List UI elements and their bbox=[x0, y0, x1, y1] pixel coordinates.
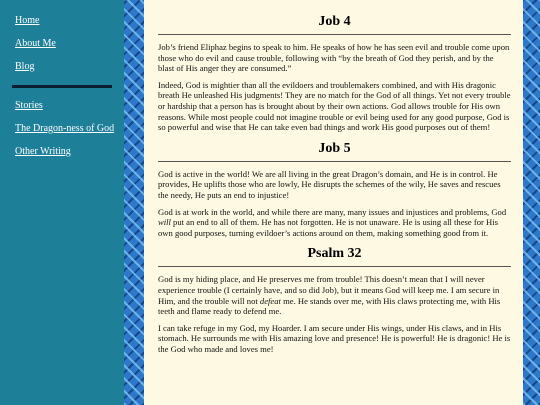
main-content bbox=[144, 0, 523, 405]
nav-divider bbox=[12, 85, 112, 88]
nav-link-about[interactable]: About Me bbox=[15, 38, 56, 49]
nav-link-stories[interactable]: Stories bbox=[15, 100, 43, 111]
section-divider bbox=[158, 266, 511, 267]
paragraph: Indeed, God is mightier than all the evildoers and troublemakers combined, and with His dragonic breath He unleashed His judgments! They are no match for the God of all things. Yet not every trouble or hardship that a person has is brought about by their own actions. God allows trouble for His own reasons. While most people could not imagine trouble or evil being used for any good purpose, God is so powerful and wise that He can take even bad things and work His good purposes out of them! bbox=[158, 79, 511, 133]
paragraph: God is at work in the world, and while there are many, many issues and injustices and problems, God will put an end to all of them. He has not forgotten. He is not unaware. He is using all these for His own good purposes, turning evildoer’s actions around on them, making something good from it. bbox=[158, 206, 507, 238]
section-title-psalm-32: Psalm 32 bbox=[307, 246, 362, 262]
paragraph: God is active in the world! We are all living in the great Dragon’s domain, and He is in control. He provides, He uplifts those who are lowly, He disrupts the schemes of the wily, He saves and rescues the needy, He puts an end to injustice! bbox=[158, 168, 501, 200]
section-divider bbox=[158, 34, 511, 35]
paragraph: God is my hiding place, and He preserves me from trouble! This doesn’t mean that I will never experience trouble (I certainly have, and so did Job), but it means God will keep me. I am secure in Him, and the trouble will not defeat me. He stands over me, with His claws protecting me, with His teeth and flame ready to defend me. bbox=[158, 274, 501, 317]
sidebar-nav bbox=[0, 0, 124, 405]
emphasis: defeat bbox=[259, 295, 281, 306]
section-title-job-4: Job 4 bbox=[318, 14, 351, 29]
nav-link-blog[interactable]: Blog bbox=[15, 61, 35, 72]
section-divider bbox=[158, 161, 511, 162]
decorative-border-left bbox=[124, 0, 144, 405]
paragraph: I can take refuge in my God, my Hoarder. I am secure under His wings, under His claws, and in His stomach. He surrounds me with His amazing love and presence! He is powerful! He is dragonic! He is the God who made and loves me! bbox=[158, 322, 511, 354]
emphasis: will bbox=[158, 217, 171, 228]
nav-link-other-writing[interactable]: Other Writing bbox=[15, 146, 71, 157]
nav-link-dragon-ness[interactable]: The Dragon-ness of God bbox=[15, 123, 115, 134]
paragraph: Job’s friend Eliphaz begins to speak to him. He speaks of how he has seen evil and trouble come upon those who do evil and cause trouble, following with “by the breath of God they perish, and by the blast of His anger they are consumed.” bbox=[158, 42, 510, 74]
decorative-border-right bbox=[523, 0, 540, 405]
nav-link-home[interactable]: Home bbox=[15, 15, 40, 26]
section-title-job-5: Job 5 bbox=[318, 140, 351, 156]
